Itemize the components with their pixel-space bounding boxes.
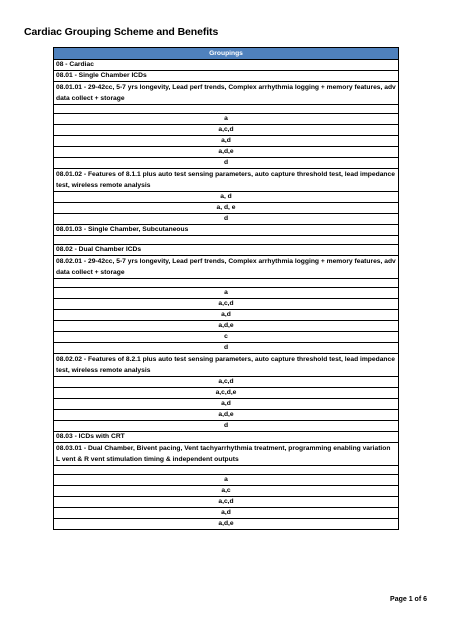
table-cell: 08.01.01 - 29-42cc, 5-7 yrs longevity, Lead perf trends, Complex arrhythmia logging + memory features, adv data collect + storage <box>54 82 399 105</box>
table-cell: a,d <box>54 310 399 321</box>
table-cell: a,d <box>54 399 399 410</box>
table-row <box>54 158 399 169</box>
table-row <box>54 114 399 125</box>
table-row <box>54 82 399 105</box>
table-cell: a,d,e <box>54 147 399 158</box>
table-cell: 08.01.03 - Single Chamber, Subcutaneous <box>54 225 399 236</box>
table-row <box>54 421 399 432</box>
blank-row <box>54 279 399 288</box>
table-cell: d <box>54 158 399 169</box>
table-cell: 08.01.02 - Features of 8.1.1 plus auto test sensing parameters, auto capture threshold test, lead impedance test, wireless remote analysis <box>54 169 399 192</box>
table-cell: 08.02 - Dual Chamber ICDs <box>54 245 399 256</box>
table-row <box>54 388 399 399</box>
table-cell: a,d <box>54 508 399 519</box>
table-cell: a,c <box>54 486 399 497</box>
table-cell <box>54 105 399 114</box>
table-cell: a,c,d <box>54 377 399 388</box>
table-cell: 08.03.01 - Dual Chamber, Bivent pacing, Vent tachyarrhythmia treatment, programming enabling variation L vent & R vent stimulation timing & independent outputs <box>54 443 399 466</box>
table-header-row <box>54 48 399 60</box>
table-row <box>54 410 399 421</box>
table-row <box>54 125 399 136</box>
table-cell: a,c,d,e <box>54 388 399 399</box>
table-row <box>54 256 399 279</box>
table-cell: a <box>54 288 399 299</box>
table-row <box>54 343 399 354</box>
table-row <box>54 332 399 343</box>
table-cell: a,d <box>54 136 399 147</box>
table-row <box>54 475 399 486</box>
table-header-cell: Groupings <box>54 48 399 60</box>
table-cell <box>54 236 399 245</box>
table-cell: a,c,d <box>54 497 399 508</box>
table-row <box>54 203 399 214</box>
blank-row <box>54 466 399 475</box>
table-row <box>54 71 399 82</box>
table-row <box>54 432 399 443</box>
table-cell: 08.01 - Single Chamber ICDs <box>54 71 399 82</box>
table-row <box>54 443 399 466</box>
table-row <box>54 310 399 321</box>
table-cell: a <box>54 114 399 125</box>
document-title: Cardiac Grouping Scheme and Benefits <box>24 26 219 38</box>
blank-row <box>54 236 399 245</box>
table-row <box>54 399 399 410</box>
table-cell: a, d <box>54 192 399 203</box>
table-row <box>54 136 399 147</box>
table-cell <box>54 279 399 288</box>
table-row <box>54 497 399 508</box>
table-cell: d <box>54 214 399 225</box>
blank-row <box>54 105 399 114</box>
table-cell: d <box>54 421 399 432</box>
table-cell: a,d,e <box>54 321 399 332</box>
table-row <box>54 245 399 256</box>
table-cell: a,c,d <box>54 125 399 136</box>
table-cell: d <box>54 343 399 354</box>
table-cell: a,c,d <box>54 299 399 310</box>
table-row <box>54 192 399 203</box>
table-cell: 08.02.01 - 29-42cc, 5-7 yrs longevity, Lead perf trends, Complex arrhythmia logging + memory features, adv data collect + storage <box>54 256 399 279</box>
table-row <box>54 508 399 519</box>
page-number: Page 1 of 6 <box>390 596 427 603</box>
table-row <box>54 321 399 332</box>
table-row <box>54 354 399 377</box>
table-row <box>54 147 399 158</box>
table-cell: 08.03 - ICDs with CRT <box>54 432 399 443</box>
table-row <box>54 225 399 236</box>
table-row <box>54 214 399 225</box>
table-row <box>54 519 399 530</box>
table-cell: 08 - Cardiac <box>54 60 399 71</box>
table-cell <box>54 466 399 475</box>
table-row <box>54 299 399 310</box>
table-cell: a, d, e <box>54 203 399 214</box>
table-row <box>54 60 399 71</box>
table-cell: 08.02.02 - Features of 8.2.1 plus auto test sensing parameters, auto capture threshold test, lead impedance test, wireless remote analysis <box>54 354 399 377</box>
table-row <box>54 486 399 497</box>
table-cell: a,d,e <box>54 410 399 421</box>
table-row <box>54 377 399 388</box>
table-cell: c <box>54 332 399 343</box>
table-row <box>54 169 399 192</box>
groupings-table <box>53 47 399 530</box>
table-cell: a <box>54 475 399 486</box>
table-cell: a,d,e <box>54 519 399 530</box>
table-row <box>54 288 399 299</box>
